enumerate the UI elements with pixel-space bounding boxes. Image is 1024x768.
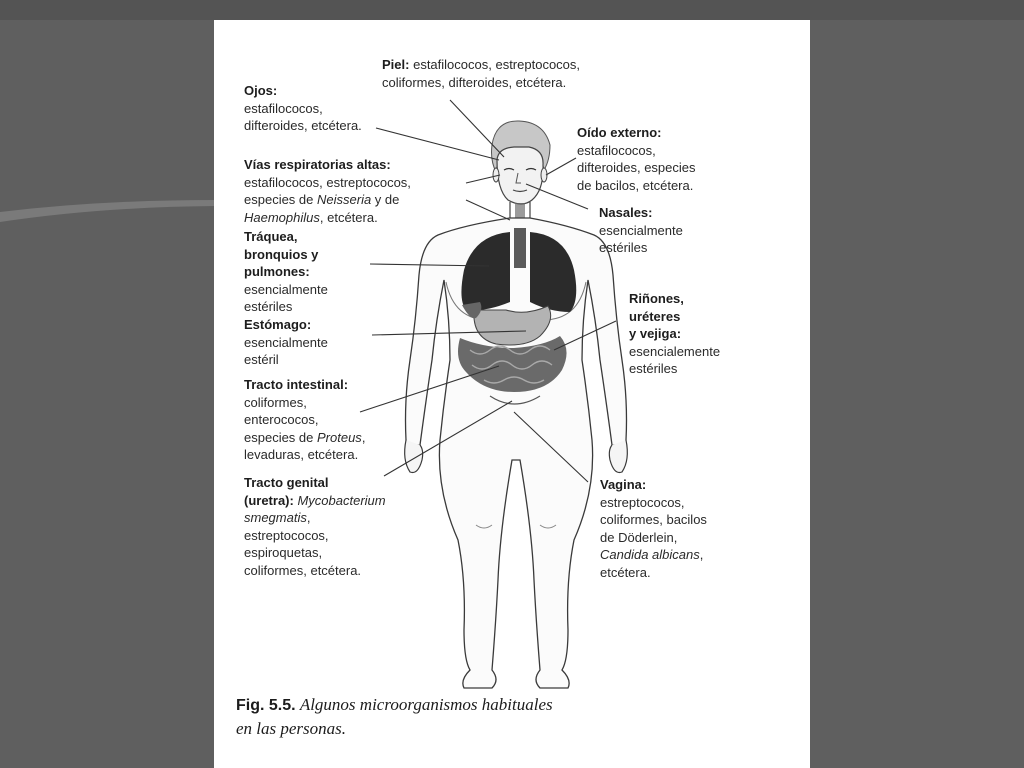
label-genital-mycobacterium: Mycobacterium: [297, 492, 386, 508]
label-intestinal-line4: levaduras, etcétera.: [244, 447, 359, 462]
label-vagina-line5: etcétera.: [600, 564, 651, 580]
label-estomago-line2: estéril: [244, 352, 279, 367]
label-intestinal-line1: coliformes,: [244, 394, 307, 410]
label-vias-respiratorias: [244, 156, 411, 226]
label-rinones-line1: esencialemente: [629, 343, 721, 359]
label-genital-smegmatis: smegmatis: [244, 510, 307, 525]
background-swoosh: [0, 0, 215, 768]
label-oido-externo: [577, 124, 696, 194]
label-intestinal-line3c: ,: [361, 429, 366, 445]
label-vias-line2a: especies de: [244, 192, 317, 207]
label-piel-line2: coliformes, difteroides, etcétera.: [382, 74, 567, 90]
label-vagina-line4b: ,: [699, 547, 704, 562]
label-estomago-line1: esencialmente: [244, 334, 328, 350]
figure-caption: [236, 693, 553, 740]
label-vias-haemophilus: Haemophilus: [244, 209, 320, 225]
label-nasales: [599, 204, 683, 257]
label-rinones-t3: y vejiga:: [629, 326, 682, 341]
label-intestinal-title: Tracto intestinal:: [244, 377, 349, 392]
label-nasales-line2: estériles: [599, 240, 648, 255]
label-piel: [382, 56, 580, 91]
label-piel-title: Piel:: [382, 57, 410, 72]
label-tracto-intestinal: [244, 376, 365, 464]
label-traquea-line1: esencialmente: [244, 281, 328, 297]
label-vagina-title: Vagina:: [600, 477, 647, 492]
caption-fig-number: Fig. 5.5.: [236, 697, 296, 714]
label-vias-title: Vías respiratorias altas:: [244, 157, 391, 172]
label-rinones-line2: estériles: [629, 361, 678, 376]
label-ojos-title: Ojos:: [244, 83, 278, 98]
label-nasales-line1: esencialmente: [599, 222, 683, 238]
label-genital-t1: Tracto genital: [244, 475, 329, 490]
label-oido-line1: estafilococos,: [577, 142, 656, 158]
caption-line2: en las personas.: [236, 719, 347, 738]
label-tracto-genital: [244, 474, 386, 579]
label-genital-t2: (uretra):: [244, 492, 294, 508]
label-oido-title: Oído externo:: [577, 125, 662, 140]
label-intestinal-line2: enterococos,: [244, 412, 319, 427]
figure-sheet: [214, 20, 810, 768]
label-genital-line4: espiroquetas,: [244, 545, 323, 560]
label-ojos: [244, 82, 362, 135]
label-traquea-t1: Tráquea,: [244, 229, 298, 244]
label-oido-line3: de bacilos, etcétera.: [577, 177, 694, 193]
label-vias-neisseria: Neisseria: [317, 192, 372, 207]
label-vagina-line2: coliformes, bacilos: [600, 512, 707, 527]
label-vagina-candida: Candida albicans: [600, 547, 700, 562]
caption-line1: Algunos microorganismos habituales: [299, 695, 553, 714]
label-vias-line3b: , etcétera.: [319, 209, 378, 225]
label-oido-line2: difteroides, especies: [577, 160, 696, 175]
label-traquea-t2: bronquios y: [244, 246, 319, 262]
label-piel-line1: estafilococos, estreptococos,: [413, 57, 581, 72]
label-estomago: [244, 316, 328, 369]
label-genital-line3: estreptococos,: [244, 527, 329, 543]
face: [497, 147, 543, 204]
label-ojos-line2: difteroides, etcétera.: [244, 118, 362, 133]
label-nasales-title: Nasales:: [599, 205, 653, 220]
label-rinones: [629, 290, 720, 378]
label-genital-line5: coliformes, etcétera.: [244, 562, 362, 578]
label-genital-line2b: ,: [306, 510, 311, 525]
label-rinones-t2: uréteres: [629, 308, 681, 324]
label-intestinal-line3a: especies de: [244, 429, 317, 445]
label-vias-line1: estafilococos, estreptococos,: [244, 174, 411, 190]
label-vias-line2c: y de: [371, 192, 400, 207]
label-traquea: [244, 228, 328, 316]
label-vagina-line1: estreptococos,: [600, 494, 685, 510]
label-traquea-line2: estériles: [244, 299, 293, 314]
body-outline: [406, 218, 627, 688]
label-estomago-title: Estómago:: [244, 317, 312, 332]
label-rinones-t1: Riñones,: [629, 291, 684, 306]
label-ojos-line1: estafilococos,: [244, 100, 323, 116]
label-intestinal-proteus: Proteus: [317, 429, 362, 445]
label-traquea-t3: pulmones:: [244, 264, 310, 279]
label-vagina-line3: de Döderlein,: [600, 529, 678, 545]
label-vagina: [600, 476, 707, 581]
